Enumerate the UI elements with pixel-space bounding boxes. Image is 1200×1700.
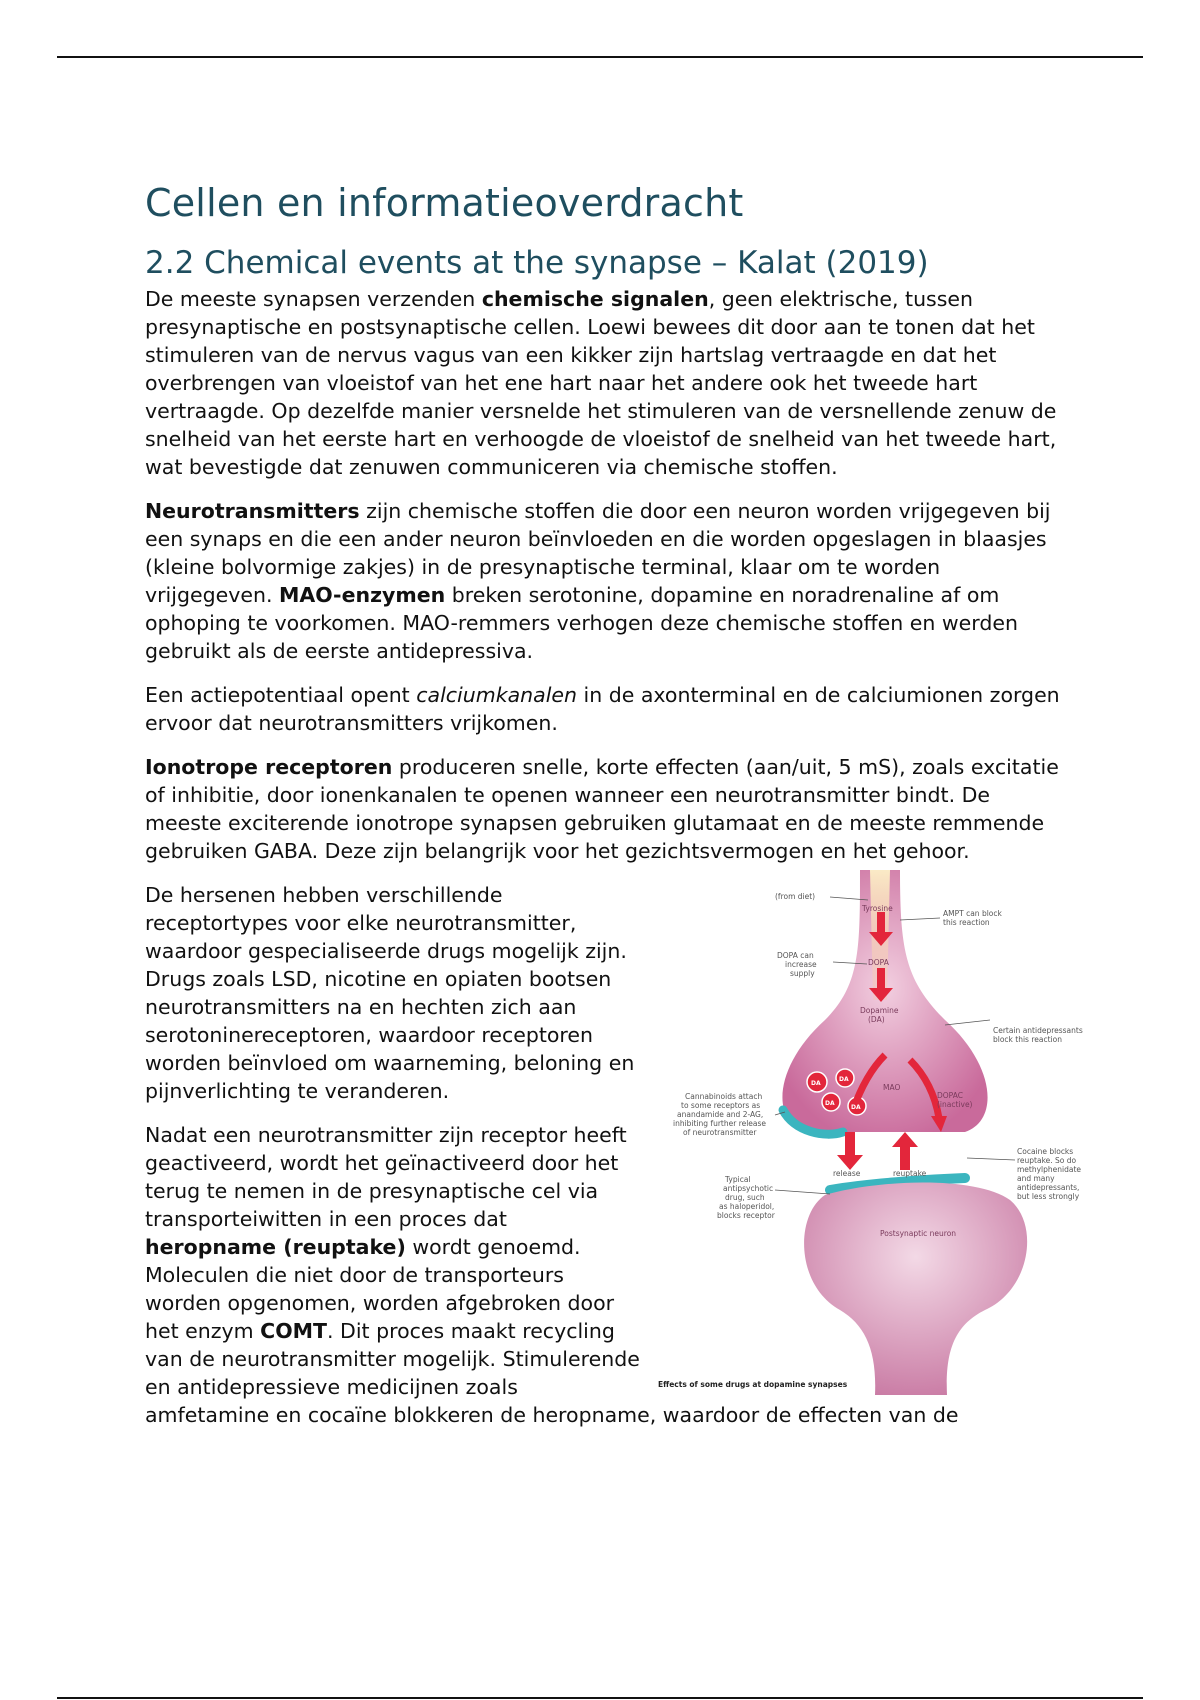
label-antidep-2: block this reaction (993, 1035, 1062, 1044)
label-antipsychotic-1: Typical (725, 1175, 751, 1184)
label-dopamine-2: (DA) (868, 1015, 885, 1024)
label-ampt-1: AMPT can block (943, 909, 1002, 918)
label-postsynaptic: Postsynaptic neuron (880, 1229, 957, 1238)
vesicle-label-3: DA (825, 1100, 835, 1107)
label-mao: MAO (883, 1083, 901, 1092)
label-dopac-1: DOPAC (937, 1091, 963, 1100)
label-antipsychotic-3: drug, such (725, 1193, 765, 1202)
page-title: Cellen en informatieoverdracht (145, 181, 744, 225)
label-cocaine-6: but less strongly (1017, 1192, 1080, 1201)
label-dopa-can-1: DOPA can (777, 951, 814, 960)
label-from-diet: (from diet) (775, 892, 816, 901)
paragraph-calcium: Een actiepotentiaal opent calciumkanalen in de axonterminal en de calciumionen zorgen ervoor dat neurotransmitters vrijkomen. (145, 683, 1060, 735)
label-dopa-can-3: supply (790, 969, 815, 978)
label-cannabinoids-4: inhibiting further release (673, 1119, 767, 1128)
figure-caption: Effects of some drugs at dopamine synapses (658, 1380, 848, 1389)
label-antipsychotic-4: as haloperidol, (719, 1202, 775, 1211)
label-antipsychotic-2: antipsychotic (723, 1184, 774, 1193)
vesicle-label-1: DA (811, 1080, 821, 1087)
label-cannabinoids-2: to some receptors as (681, 1101, 761, 1110)
paragraph-neurotransmitters: Neurotransmitters zijn chemische stoffen die door een neuron worden vrijgegeven bij een synaps en die een ander neuron beïnvloeden en die worden opgeslagen in blaasjes (kleine bolvormige zakjes) in de presynaptische terminal, klaar om te worden vrijgegeven. MAO-enzymen breken serotonine, dopamine en noradrenaline af om ophoping te voorkomen. MAO-remmers verhogen deze chemische stoffen en werden gebruikt als de eerste antidepressiva. (145, 499, 1051, 663)
label-dopa: DOPA (868, 958, 889, 967)
synapse-figure (655, 870, 1145, 1395)
label-antidep-1: Certain antidepressants (993, 1026, 1083, 1035)
label-tyrosine: Tyrosine (862, 904, 893, 913)
top-rule (57, 56, 1143, 58)
label-cocaine-5: antidepressants, (1017, 1183, 1080, 1192)
label-cannabinoids-3: anandamide and 2-AG, (677, 1110, 764, 1119)
label-cannabinoids-5: of neurotransmitter (683, 1128, 757, 1137)
label-cocaine-2: reuptake. So do (1017, 1156, 1077, 1165)
label-dopamine-1: Dopamine (860, 1006, 899, 1015)
label-ampt-2: this reaction (943, 918, 990, 927)
vesicle-label-2: DA (839, 1076, 849, 1083)
vesicle-label-4: DA (851, 1104, 861, 1111)
paragraph-ionotropic: Ionotrope receptoren produceren snelle, korte effecten (aan/uit, 5 mS), zoals excitatie of inhibitie, door ionenkanalen te openen wanneer een neurotransmitter bindt. De meeste exciterende ionotrope synapsen gebruiken glutamaat en de meeste remmende gebruiken GABA. Deze zijn belangrijk voor het gezichtsvermogen en het gehoor. (145, 753, 1065, 865)
paragraph-reuptake: Nadat een neurotransmitter zijn receptor heeft geactiveerd, wordt het geïnactiveerd door het terug te nemen in de presynaptische cel via transporteiwitten in een proces dat heropname (reuptake) wordt genoemd. Moleculen die niet door de transporteurs worden opgenomen, worden afgebroken door het enzym COMT. Dit proces maakt recycling van de neurotransmitter mogelijk. Stimulerende en antidepressieve medicijnen zoals amfetamine en cocaïne blokkeren de heropname, waardoor de effecten van de (145, 1123, 959, 1427)
label-cocaine-1: Cocaine blocks (1017, 1147, 1074, 1156)
label-reuptake: reuptake (893, 1169, 927, 1178)
label-release: release (833, 1169, 861, 1178)
label-dopa-can-2: increase (785, 960, 817, 969)
label-cannabinoids-1: Cannabinoids attach (685, 1092, 763, 1101)
label-antipsychotic-5: blocks receptor (717, 1211, 775, 1220)
label-cocaine-4: and many (1017, 1174, 1055, 1183)
synapse-diagram (655, 870, 1145, 1395)
paragraph-chemical-signals: De meeste synapsen verzenden chemische signalen, geen elektrische, tussen presynaptische en postsynaptische cellen. Loewi bewees dit door aan te tonen dat het stimuleren van de nervus vagus van een kikker zijn hartslag vertraagde en dat het overbrengen van vloeistof van het ene hart naar het andere ook het tweede hart vertraagde. Op dezelfde manier versnelde het stimuleren van de versnellende zenuw de snelheid van het eerste hart en verhoogde de vloeistof de snelheid van het tweede hart, wat bevestigde dat zenuwen communiceren via chemische stoffen. (145, 287, 1057, 479)
label-dopac-2: (inactive) (937, 1100, 973, 1109)
label-cocaine-3: methylphenidate (1017, 1165, 1082, 1174)
bottom-rule (57, 1697, 1143, 1699)
paragraph-receptor-types: De hersenen hebben verschillende receptortypes voor elke neurotransmitter, waardoor gespecialiseerde drugs mogelijk zijn. Drugs zoals LSD, nicotine en opiaten bootsen neurotransmitters na en hechten zich aan serotoninereceptoren, waardoor receptoren worden beïnvloed om waarneming, beloning en pijnverlichting te veranderen. (145, 883, 635, 1103)
section-heading: 2.2 Chemical events at the synapse – Kalat (2019) (145, 245, 929, 281)
